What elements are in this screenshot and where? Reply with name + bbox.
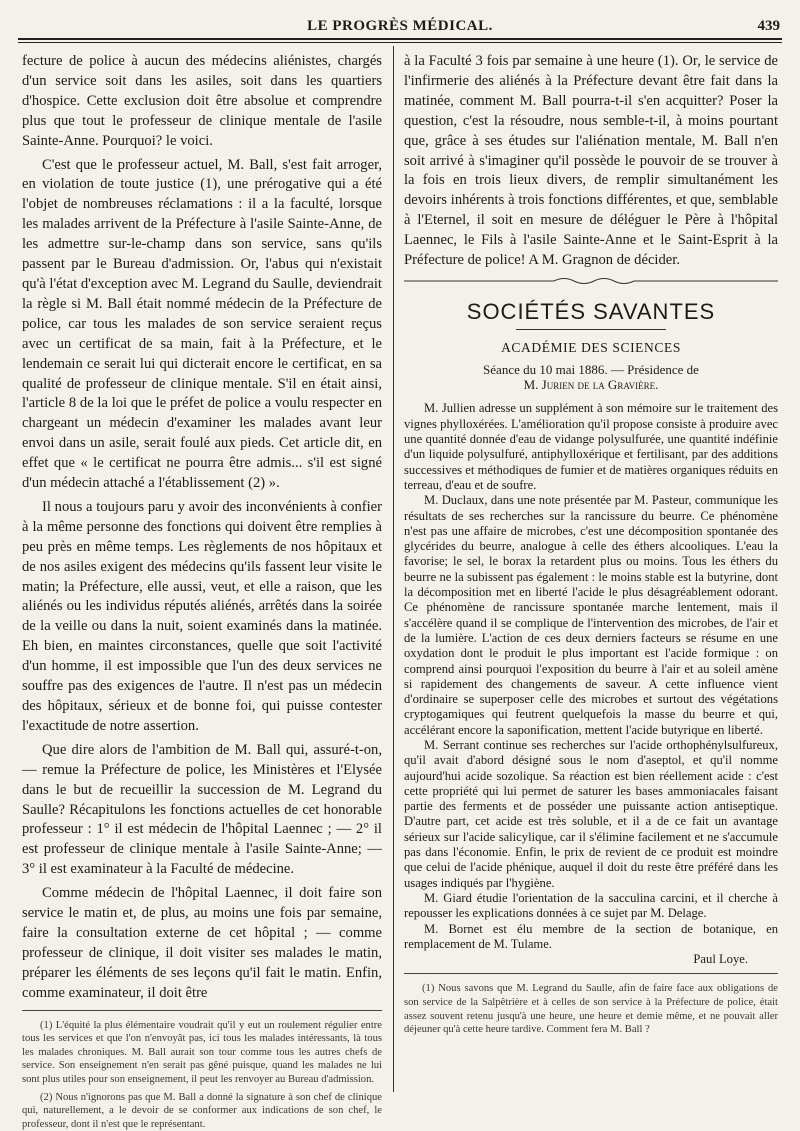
report-paragraph: M. Serrant continue ses recherches sur l'acide orthophénylsulfureux, qu'il avait d'abord désigné sous le nom d'aseptol, et qu'il nomme aujourd'hui acide sozolique. Sa réaction est bien réellement acide : c'est cette propriété qui lui permet de saturer les bases ammoniacales faisant partie des ferments et de posséder une puissante action antiseptique. D'autre part, cet acide est très soluble, et il a de ce fait un avantage sérieux sur l'acide salicylique, car il s'élimine facilement et ne s'accumule pas dans l'économie. Enfin, le prix de revient de ce produit est moindre que celui de l'acide phénique, auquel il doit du reste être préféré dans les usages indiqués par l'hygiène. <box>404 738 778 890</box>
signature: Paul Loye. <box>693 952 748 967</box>
journal-title: LE PROGRÈS MÉDICAL. <box>307 18 493 34</box>
left-paragraph: Comme médecin de l'hôpital Laennec, il doit faire son service le matin et, de plus, au moins une fois par semaine, faire la consultation externe de cet hôpital ; — comme professeur de clinique, il doit visiter ses malades le matin, préparer les éléments de ses leçons qu'il fait le matin. Enfin, comme examinateur, il doit être <box>22 885 382 1001</box>
report-paragraph: M. Duclaux, dans une note présentée par M. Pasteur, communique les résultats de ses recherches sur la rancissure du beurre. Ce phénomène n'est pas une affaire de microbes, c'est une décomposition spontanée des glycérides du beurre, analogue à celle des éthers alcooliques. L'eau la favorise; le sel, le borax la retardent plus ou moins. Tous les éthers du beurre ne la subissent pas également : le moins stable est la butyrine, dont la décomposition met en liberté l'acide le plus désagréablement odorant. Ce phénomène de rancissure spontanée marche lentement, mais il s'accélère quand il se complique de l'intervention des microbes, de l'air et de la lumière. L'action de ces deux derniers facteurs se résume en une oxydation dont le produit le plus important est l'acide formique : on comprend ainsi pourquoi l'exposition du beurre à l'air et au soleil amène si rapidement des changements de saveur. A cette influence vient d'ordinaire se superposer celle des microbes et surtout des végétations cryptogamiques qui feutrent quelquefois la masse du beurre et qui, accélérant encore la saponification, mettent l'acide butyrique en liberté. <box>404 493 778 737</box>
right-intro-paragraph: à la Faculté 3 fois par semaine à une heure (1). Or, le service de l'infirmerie des aliénés à la Préfecture devant être fait dans la matinée, comment M. Ball pourra-t-il s'en acquitter? Poser la question, c'est la résoudre, nous semble-t-il, à moins pourtant que, grâce à ses études sur l'aliénation mentale, M. Ball n'en soit arrivé à s'imaginer qu'il possède le pouvoir de se trouver à la fois en trois lieux divers, de remplir simultanément les devoirs inhérents à trois fonctions différentes, et que, semblable à l'Eternel, il soit en mesure de déléguer le Père à l'hôpital Laennec, le Fils à l'asile Sainte-Anne et le Saint-Esprit à la Préfecture de police! A M. Gragnon de décider. <box>404 53 778 269</box>
footnote-rule <box>22 1010 382 1011</box>
footnote: (1) Nous savons que M. Legrand du Saulle, afin de faire face aux obligations de son service de la Salpêtrière et à celles de son service à la Préfecture de police, était assez souvent retenu jusqu'à une heure, une heure et demie même, et ne pouvait aller déjeuner qu'à cette heure tardive. Comment fera M. Ball ? <box>404 983 778 1036</box>
left-paragraph: fecture de police à aucun des médecins aliénistes, chargés d'un service soit dans les asiles, soit dans les quartiers d'hospice. Cette exclusion doit être absolue et comprendre plus que tout le professeur de clinique mentale de l'asile Sainte-Anne. Pourquoi? le voici. <box>22 53 382 149</box>
section-title: SOCIÉTÉS SAVANTES <box>466 298 716 324</box>
header-rule <box>18 38 782 40</box>
footnote: (1) L'équité la plus élémentaire voudrait qu'il y eut un roulement régulier entre tous les services et que l'on n'envoyât pas, ici tous les malades intéressants, là tous les malades chroniques. M. Ball aurait son tour comme tous les autres chefs de service. Son enseignement n'en serait pas gêné puisque, quand les malades ne lui sont plus utiles pour son enseignement, il peut les renvoyer au Bureau d'admission. <box>22 1019 382 1085</box>
right-column <box>404 52 778 1037</box>
footnote-rule <box>404 973 778 974</box>
report-paragraph: M. Jullien adresse un supplément à son mémoire sur le traitement des vignes phylloxérées. L'amélioration qu'il propose consiste à produire avec une quantité donnée d'eau de vidange polysulfurée, une quantité indéfinie d'un liquide polysulfuré, antiphylloxérique et fertilisant, par des additions successives et méthodiques de fumier et de matières organiques réduits en terreau, d'eau et de soufre. <box>404 401 778 492</box>
left-column <box>22 52 382 1131</box>
page-header <box>18 18 782 40</box>
seance-line: Séance du 10 mai 1886. — Présidence de <box>483 361 699 377</box>
flourish-ornament <box>404 276 778 286</box>
report-paragraph: M. Giard étudie l'orientation de la sacculina carcini, et il cherche à repousser les explications données à ce sujet par M. Delage. <box>404 890 778 921</box>
ornament-divider <box>404 275 778 289</box>
left-paragraph: Il nous a toujours paru y avoir des inconvénients à confier à la même personne des fonctions qui doivent être remplies à peu près en même temps. Les règlements de nos hôpitaux et de nos asiles exigent des médecins qu'ils fassent leur visite le matin; la Préfecture, elle aussi, veut, et elle a raison, que les aliénés ou les individus réputés aliénés, arrêtés dans la soirée de la veille ou dans la nuit, soient examinés dans la matinée. Eh bien, en maintes circonstances, quelle que soit l'activité d'un homme, il est impossible que l'un des deux services ne souffre pas des exigences de l'autre. Il n'est pas un médecin des hôpitaux, sérieux et de bonne foi, qui puisse contester l'exactitude de notre assertion. <box>22 498 382 734</box>
column-separator <box>393 46 394 1092</box>
left-paragraph: C'est que le professeur actuel, M. Ball, s'est fait arroger, en violation de toute justice (1), une prérogative qui a été l'objet de nombreuses réclamations : il a la faculté, lorsque les malades arrivent de la Préfecture à l'asile Sainte-Anne, de les admettre sur-le-champ dans son service, sans qu'ils passent par le Bureau d'admission. Or, l'abus qui n'existait qu'à l'état d'exception avec M. Legrand du Saulle, deviendrait la règle si M. Ball était nommé médecin de la Préfecture de police, car tous les malades de son service seraient reçus avec un certificat de sa main, fait à la Préfecture, et le lendemain ce serait lui qui dicterait encore le certificat, en sa qualité de professeur de clinique mentale. S'il en était ainsi, l'article 8 de la loi que le préfet de police a voulu respecter en chargeant un médecin d'examiner les malades avant leur envoi dans un asile, serait foulé aux pieds. Cet article dit, en effet que « le certificat ne pourra être admis... s'il est signé d'un médecin attaché a l'établissement (2) ». <box>22 156 382 492</box>
subsection-title: ACADÉMIE DES SCIENCES <box>501 339 681 355</box>
page-number: 439 <box>757 18 780 34</box>
footnote: (2) Nous n'ignorons pas que M. Ball a donné la signature à son chef de clinique qui, naturellement, a le devoir de se conformer aux indications de son chef, le professeur, dont il n'est que le représentant. <box>22 1091 382 1130</box>
left-footnotes <box>22 1019 382 1131</box>
right-footnotes <box>404 982 778 1036</box>
header-rule-thin <box>18 42 782 43</box>
report-paragraph: M. Bornet est élu membre de la section de botanique, en remplacement de M. Tulame. <box>404 921 778 951</box>
left-paragraph: Que dire alors de l'ambition de M. Ball qui, assuré-t-on, — remue la Préfecture de police, les Ministères et l'Elysée dans le but de recueillir la succession de M. Legrand du Saulle? Récapitulons les fonctions actuelles de cet honorable professeur : 1° il est médecin de l'hôpital Laennec ; — 2° il est professeur de clinique mentale à l'asile Sainte-Anne; — 3° il est examinateur à la Faculté de médecine. <box>22 741 382 878</box>
section-underline <box>516 329 666 330</box>
seance-president: M. Jurien de la Gravière. <box>523 377 659 393</box>
